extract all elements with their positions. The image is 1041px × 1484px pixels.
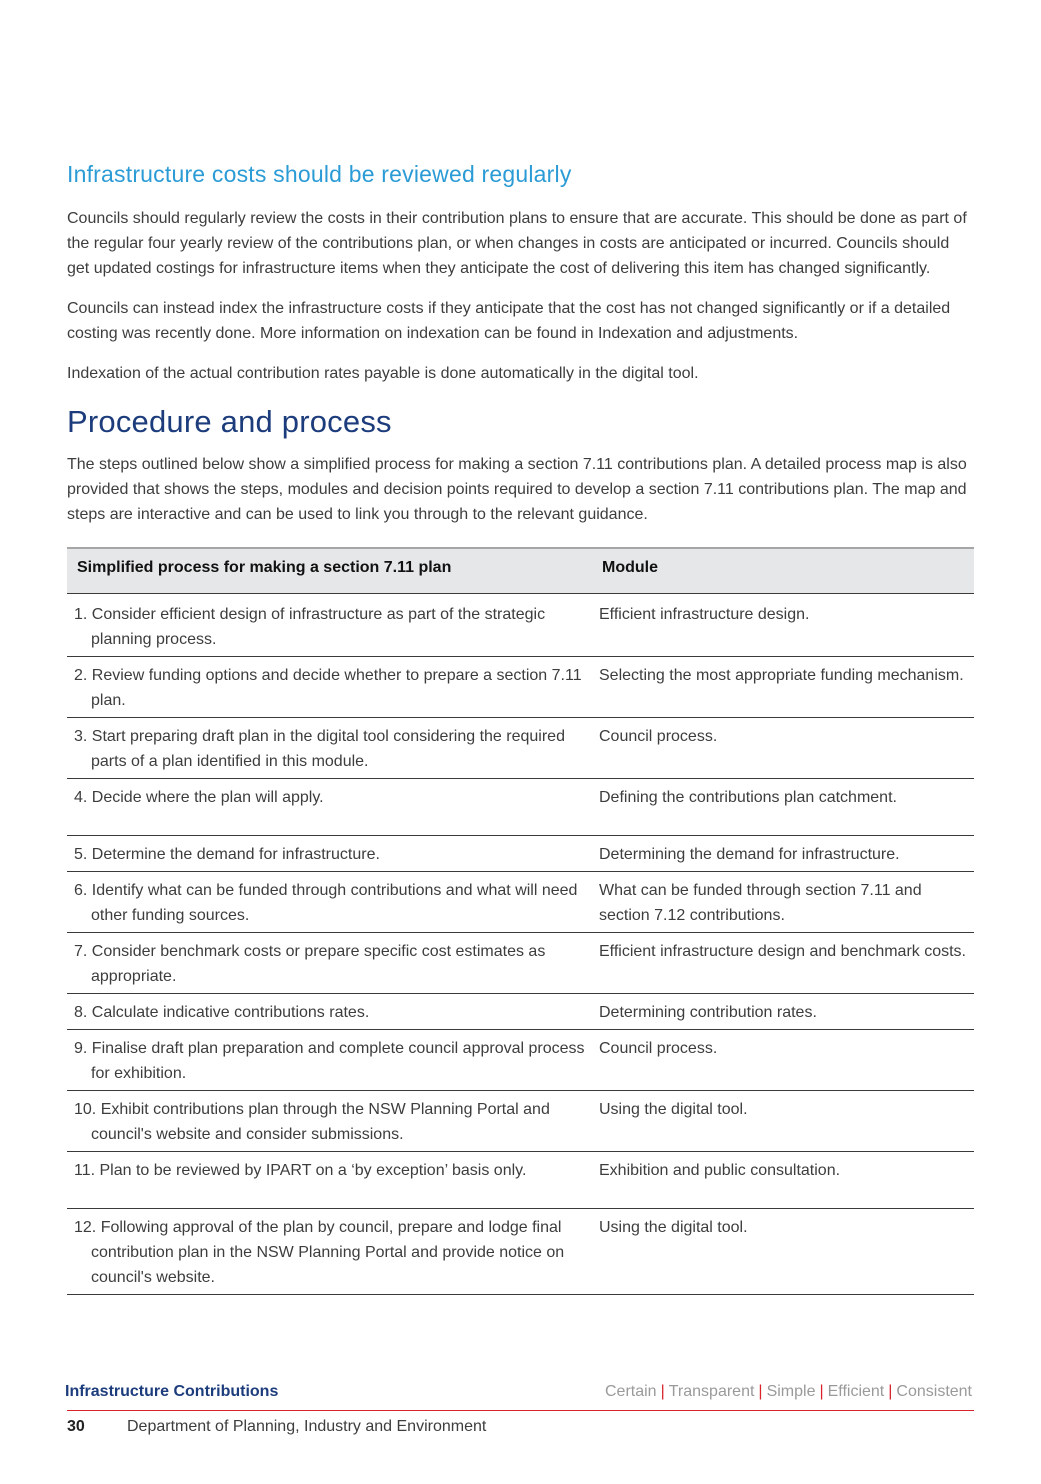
value-separator: | (888, 1383, 893, 1400)
table-row (67, 1209, 974, 1295)
footer-values (605, 1383, 972, 1401)
table-row (67, 1030, 974, 1091)
table-header-row (67, 548, 974, 594)
step-cell: 5. Determine the demand for infrastructure. (67, 836, 592, 872)
section-heading: Procedure and process (67, 404, 392, 439)
department-name: Department of Planning, Industry and Environment (127, 1418, 487, 1435)
module-cell: Using the digital tool. (592, 1091, 974, 1152)
footer-divider (67, 1410, 974, 1411)
section-subheading: Infrastructure costs should be reviewed regularly (67, 161, 572, 187)
value-separator: | (758, 1383, 763, 1400)
module-cell: Council process. (592, 718, 974, 779)
value-simple: Simple (766, 1383, 816, 1400)
module-cell: Determining contribution rates. (592, 994, 974, 1030)
step-cell: 11. Plan to be reviewed by IPART on a ‘by exception’ basis only. (67, 1152, 592, 1209)
step-cell: 12. Following approval of the plan by council, prepare and lodge final contribution plan in the NSW Planning Portal and provide notice on council's website. (67, 1209, 592, 1295)
paragraph-index-costs: Councils can instead index the infrastructure costs if they anticipate that the cost has not changed significantly or if a detailed costing was recently done. More information on indexation can be found in Indexation and adjustments. (67, 300, 951, 342)
table-row (67, 718, 974, 779)
table-row (67, 594, 974, 657)
module-cell: Using the digital tool. (592, 1209, 974, 1295)
table-row (67, 994, 974, 1030)
step-cell: 1. Consider efficient design of infrastructure as part of the strategic planning process. (67, 594, 592, 657)
header-module: Module (592, 548, 974, 594)
module-cell: Defining the contributions plan catchment. (592, 779, 974, 836)
process-table (67, 547, 974, 1295)
table-row (67, 1152, 974, 1209)
footer-brand: Infrastructure Contributions (65, 1383, 279, 1400)
module-cell: Selecting the most appropriate funding mechanism. (592, 657, 974, 718)
value-efficient: Efficient (827, 1383, 885, 1400)
paragraph-intro: The steps outlined below show a simplified process for making a section 7.11 contributions plan. A detailed process map is also provided that shows the steps, modules and decision points required to develop a section 7.11 contributions plan. The map and steps are interactive and can be used to link you through to the relevant guidance. (67, 456, 967, 523)
step-cell: 2. Review funding options and decide whether to prepare a section 7.11 plan. (67, 657, 592, 718)
step-cell: 10. Exhibit contributions plan through the NSW Planning Portal and council's website and consider submissions. (67, 1091, 592, 1152)
table-row (67, 836, 974, 872)
table-row (67, 872, 974, 933)
step-cell: 6. Identify what can be funded through contributions and what will need other funding sources. (67, 872, 592, 933)
table-row (67, 1091, 974, 1152)
module-cell: Exhibition and public consultation. (592, 1152, 974, 1209)
table-row (67, 933, 974, 994)
module-cell: Council process. (592, 1030, 974, 1091)
module-cell: Efficient infrastructure design and benchmark costs. (592, 933, 974, 994)
value-separator: | (819, 1383, 824, 1400)
module-cell: What can be funded through section 7.11 and section 7.12 contributions. (592, 872, 974, 933)
value-consistent: Consistent (896, 1383, 972, 1400)
step-cell: 3. Start preparing draft plan in the digital tool considering the required parts of a plan identified in this module. (67, 718, 592, 779)
page-number: 30 (67, 1418, 85, 1435)
step-cell: 7. Consider benchmark costs or prepare specific cost estimates as appropriate. (67, 933, 592, 994)
value-transparent: Transparent (668, 1383, 755, 1400)
paragraph-review-costs: Councils should regularly review the costs in their contribution plans to ensure that are accurate. This should be done as part of the regular four yearly review of the contributions plan, or when changes in costs are anticipated or incurred. Councils should get updated costings for infrastructure items when they anticipate the cost of delivering this item has changed significantly. (67, 210, 967, 277)
paragraph-indexation-tool: Indexation of the actual contribution rates payable is done automatically in the digital tool. (67, 365, 699, 382)
page-content (67, 158, 974, 1295)
table-row (67, 657, 974, 718)
module-cell: Efficient infrastructure design. (592, 594, 974, 657)
step-cell: 4. Decide where the plan will apply. (67, 779, 592, 836)
step-cell: 9. Finalise draft plan preparation and complete council approval process for exhibition. (67, 1030, 592, 1091)
table-row (67, 779, 974, 836)
value-certain: Certain (605, 1383, 657, 1400)
step-cell: 8. Calculate indicative contributions rates. (67, 994, 592, 1030)
value-separator: | (660, 1383, 665, 1400)
module-cell: Determining the demand for infrastructure. (592, 836, 974, 872)
header-step: Simplified process for making a section 7.11 plan (67, 548, 592, 594)
